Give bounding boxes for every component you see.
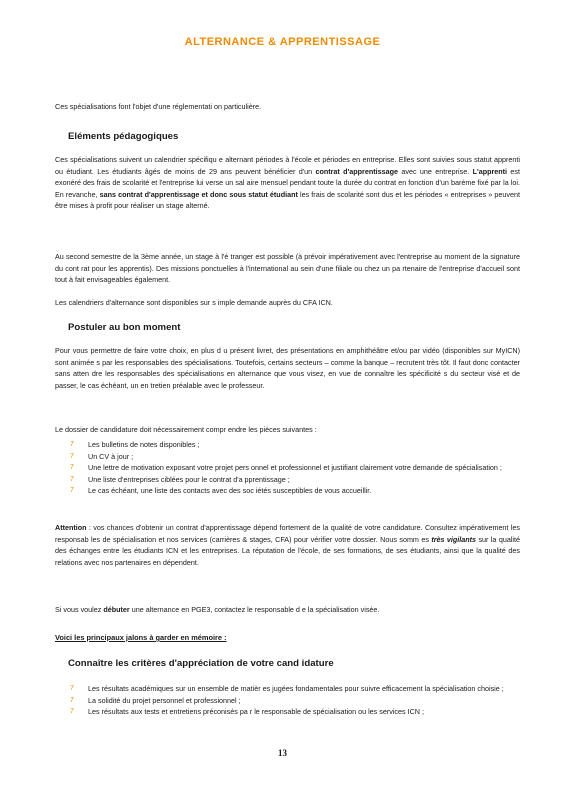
list-item [70, 485, 520, 497]
section-heading-postuler: Postuler au bon moment [68, 322, 181, 333]
section1-paragraph3: Les calendriers d'alternance sont disponibles sur s imple demande auprès du CFA ICN. [55, 298, 333, 307]
text-run: une alternance en PGE3, contactez le responsable d e la spécialisation visée. [129, 605, 380, 614]
candidature-list [70, 439, 520, 497]
bold-run: L'apprenti [472, 166, 508, 176]
text-run: : vos chances d'obtenir un contrat d'apprentissage dépend fortement de la qualité de votre candidature. Consultez impérativement les responsab les de spécialisation et nos services (carrières & stages, CFA) pour vérifier votre dossier. Nous somm es [55, 523, 520, 544]
bold-run: débuter [103, 605, 130, 614]
bullet-marker-icon: 7 [70, 441, 74, 448]
debuter-paragraph [55, 604, 520, 616]
section2-paragraph2: Le dossier de candidature doit nécessairement compr endre les pièces suivantes : [55, 425, 317, 434]
criteres-list [70, 683, 520, 718]
list-item-text: Les bulletins de notes disponibles ; [88, 440, 200, 449]
bullet-marker-icon: 7 [70, 464, 74, 472]
text-run: avec une entreprise. [398, 166, 473, 176]
list-item-text: Les résultats aux tests et entretiens préconisés pa r le responsable de spécialisation ou les services ICN ; [88, 707, 424, 717]
jalons-title: Voici les principaux jalons à garder en mémoire : [55, 633, 227, 642]
list-item-text: Le cas échéant, une liste des contacts avec des soc iétés susceptibles de vous accueillir. [88, 486, 372, 496]
bullet-marker-icon: 7 [70, 685, 74, 692]
section-heading-criteres: Connaître les critères d'appréciation de votre cand idature [68, 658, 334, 669]
text-run: Si vous voulez [55, 605, 104, 614]
text-run: Ces spécialisations suivent un calendrier spécifiqu e alternant périodes à l'école et périodes en entreprise. Elles sont suivies sous statut apprenti ou étudiant. Les étudiants âgés de moins de 29 ans peuvent bénéficier d'un [55, 155, 520, 176]
list-item [70, 451, 520, 463]
list-item [70, 439, 520, 451]
list-item-text: Les résultats académiques sur un ensemble de matièr es jugées fondamentales pour suivre efficacement la spécialisation choisie ; [88, 684, 504, 693]
list-item-text: Un CV à jour ; [88, 451, 134, 461]
list-item [70, 695, 520, 707]
list-item-text: Une lettre de motivation exposant votre projet pers onnel et professionnel et justifiant clairement votre demande de spécialisation ; [88, 463, 502, 473]
list-item-text: Une liste d'entreprises ciblées pour le contrat d'a pprentissage ; [88, 474, 290, 484]
bold-run: contrat d'apprentissage [315, 166, 399, 176]
intro-text: Ces spécialisations font l'objet d'une réglementati on particulière. [55, 102, 262, 111]
list-item [70, 462, 520, 474]
list-item [70, 706, 520, 718]
bold-italic-run: très vigilants [431, 534, 477, 544]
bold-run: sans contrat d'apprentissage et donc sous statut étudiant [99, 189, 298, 199]
list-item [70, 683, 520, 695]
attention-paragraph [55, 522, 520, 568]
section-heading-elements: Eléments pédagogiques [68, 131, 179, 142]
text-run: sur la qualité des échanges entre les étudiants ICN et les entreprises. La réputation de l'école, de ses formations, de ses étudiants, ainsi que la qualité des relations avec nos partenaires en dépendent. [55, 534, 521, 567]
page-title: ALTERNANCE & APPRENTISSAGE [184, 36, 381, 48]
text-run: est exonéré des frais de scolarité et l'entreprise lui verse un sal aire mensuel pendant toute la durée du contrat en fonction d'un barème fixé par la loi. En revanche, [55, 166, 520, 199]
bullet-marker-icon: 7 [70, 487, 74, 495]
list-item [70, 474, 520, 486]
section1-paragraph2: Au second semestre de la 3ème année, un stage à l'é tranger est possible (à prévoir impérativement avec l'entreprise au moment de la signature du cont rat pour les apprentis). Des missions ponctuelles à l'international au sein d'une filiale ou chez un pa rtenaire de l'entreprise d'accueil sont tout à fait envisageables également. [55, 252, 520, 285]
text-run: les frais de scolarité sont dus et les périodes « entreprises » peuvent être mises à profit pour réaliser un stage alterné. [55, 189, 521, 211]
bold-run: Attention [55, 523, 87, 532]
section2-paragraph1: Pour vous permettre de faire votre choix, en plus d u présent livret, des présentations en amphithéâtre et/ou par vidéo (disponibles sur MyICN) sont animée s par les responsables des spécialisations. Toutefois, certains secteurs – comme la banque – recrutent très tôt. Il faut donc contacter sans atten dre les responsables des spécialisations en alternance que vous visez, en vue de connaître les spécificité s du secteur visé et de passer, le cas échéant, un en tretien préalable avec le professeur. [55, 346, 520, 390]
bullet-marker-icon: 7 [70, 696, 74, 704]
bullet-marker-icon: 7 [70, 452, 74, 460]
page-number: 13 [278, 748, 287, 758]
list-item-text: La solidité du projet personnel et professionnel ; [88, 695, 241, 705]
bullet-marker-icon: 7 [70, 475, 74, 483]
section1-paragraph1 [55, 154, 520, 212]
bullet-marker-icon: 7 [70, 708, 74, 716]
